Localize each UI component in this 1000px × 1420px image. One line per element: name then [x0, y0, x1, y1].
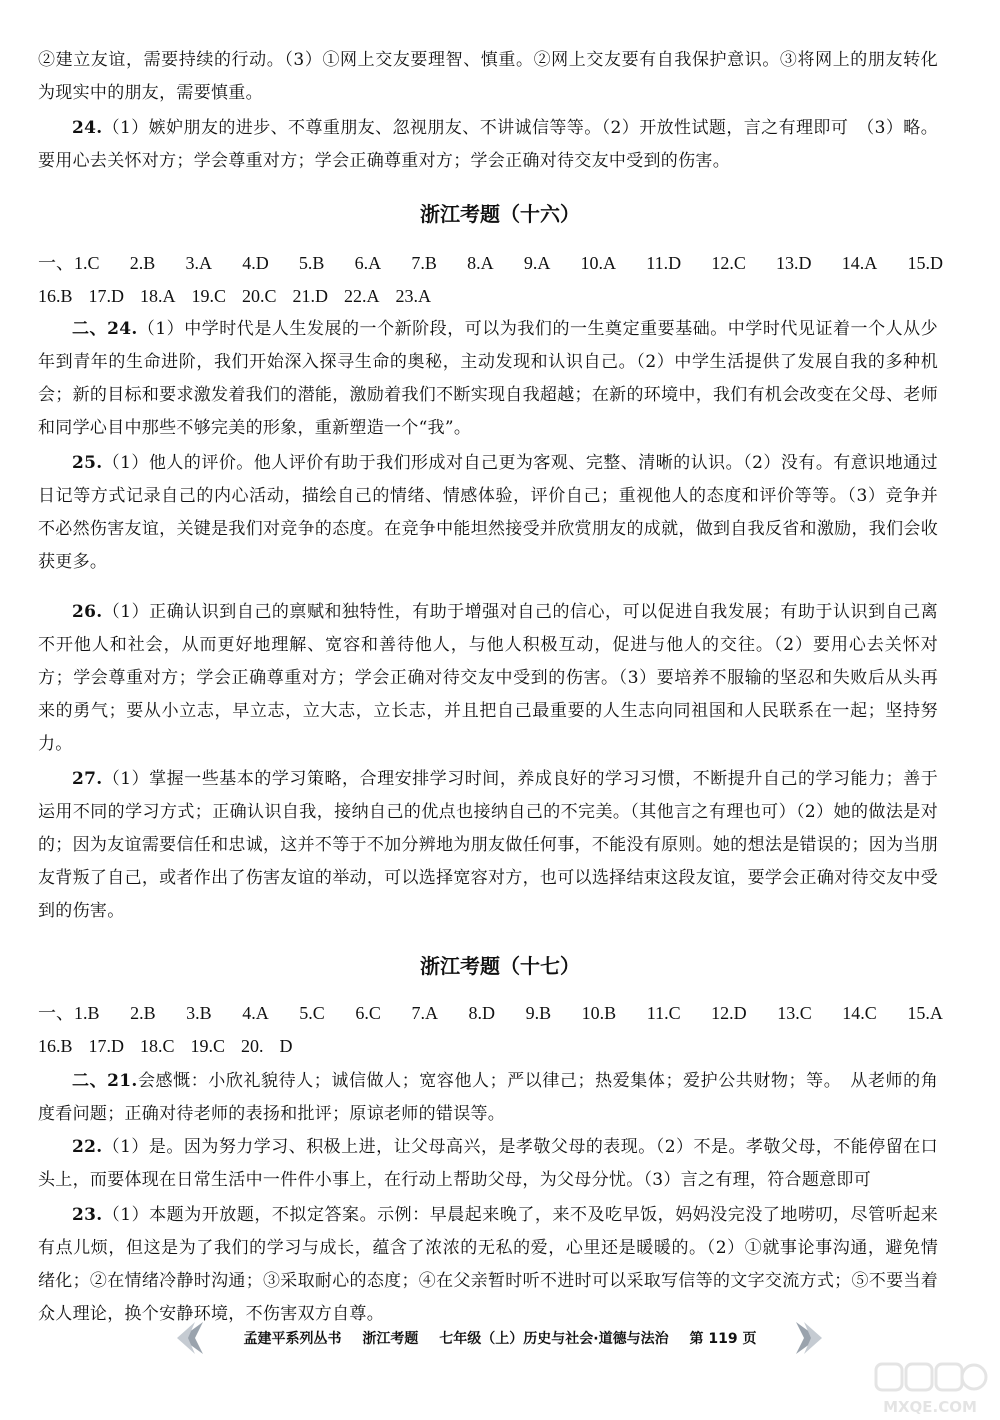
question-number: 24. — [72, 118, 103, 138]
choice-answer: 19.C — [190, 1036, 226, 1056]
answer-row — [38, 1030, 943, 1063]
choice-answer: 7.A — [411, 1003, 438, 1023]
choice-answer: 4.A — [242, 1003, 269, 1023]
choice-answer: 16.B — [38, 1036, 73, 1056]
page-number: 第 119 页 — [689, 1331, 757, 1347]
answer-text: （1）嫉妒朋友的进步、不尊重朋友、忽视朋友、不讲诚信等等。（2）开放性试题，言之有理即可 （3）略。要用心去关怀对方；学会尊重对方；学会正确尊重对方；学会正确对待交友中受到的伤害。 — [38, 118, 938, 171]
choice-answer: 20. — [241, 1036, 264, 1056]
choice-answer: 20.C — [242, 286, 277, 306]
answer-row — [38, 247, 943, 280]
choice-answer: 6.C — [355, 1003, 381, 1023]
choice-answer: 11.D — [646, 253, 682, 273]
choice-answer: 一、1.C — [38, 253, 100, 273]
choice-answer: 11.C — [646, 1003, 681, 1023]
question-number: 26. — [72, 602, 103, 622]
choice-answer: 14.C — [842, 1003, 877, 1023]
choice-answer: 10.A — [580, 253, 617, 273]
section-title-17: 浙江考题（十七） — [420, 954, 580, 978]
answer-row — [38, 280, 943, 313]
choice-answer: 13.C — [777, 1003, 812, 1023]
choice-answer: 12.D — [711, 1003, 747, 1023]
question-number: 27. — [72, 769, 103, 789]
question-number: 二、24. — [72, 319, 138, 339]
choice-answers-16 — [38, 247, 943, 313]
choice-answer: 16.B — [38, 286, 73, 306]
choice-answer: 13.D — [776, 253, 812, 273]
choice-answer: 7.B — [411, 253, 437, 273]
choice-answer: 19.C — [191, 286, 227, 306]
choice-answer: 21.D — [292, 286, 329, 306]
answer-paragraph-17-22 — [38, 1131, 938, 1197]
choice-answer: 18.A — [140, 286, 176, 306]
choice-answer: D — [279, 1036, 293, 1056]
page-footer — [0, 1320, 1000, 1360]
question-number: 25. — [72, 453, 103, 473]
choice-answer: 8.D — [468, 1003, 496, 1023]
choice-answer: 22.A — [344, 286, 380, 306]
answer-paragraph-17-23 — [38, 1199, 938, 1331]
answer-text: （1）正确认识到自己的禀赋和独特性，有助于增强对自己的信心，可以促进自我发展；有助于认识到自己离不开他人和社会，从而更好地理解、宽容和善待他人，与他人积极互动，促进与他人的交往。（2）要用心去关怀对方；学会尊重对方；学会正确尊重对方；学会正确对待交友中受到的伤害。（3）要培养不服输的坚忍和失败后从头再来的勇气；要从小立志，早立志，立大志，立长志，并且把自己最重要的人生志向同祖国和人民联系在一起；坚持努力。 — [38, 602, 938, 754]
choice-answer: 2.B — [129, 253, 156, 273]
answer-text: （1）掌握一些基本的学习策略，合理安排学习时间，养成良好的学习习惯，不断提升自己的学习能力；善于运用不同的学习方式；正确认识自我，接纳自己的优点也接纳自己的不完美。（其他言之有理也可）（2）她的做法是对的；因为友谊需要信任和忠诚，这并不等于不加分辨地为朋友做任何事，不能没有原则。她的想法是错误的；因为当朋友背叛了自己，或者作出了伤害友谊的举动，可以选择宽容对方，也可以选择结束这段友谊，要学会正确对待交友中受到的伤害。 — [38, 769, 938, 921]
book-name: 浙江考题 — [362, 1331, 419, 1347]
choice-answer: 5.B — [298, 253, 325, 273]
choice-answer: 3.A — [185, 253, 212, 273]
choice-answer: 3.B — [186, 1003, 212, 1023]
choice-answer: 4.D — [242, 253, 269, 273]
choice-answer: 8.A — [467, 253, 494, 273]
choice-answer: 23.A — [395, 286, 432, 306]
choice-answer: 2.B — [130, 1003, 156, 1023]
choice-answer: 17.D — [88, 286, 125, 306]
answer-paragraph-16-25 — [38, 447, 938, 579]
choice-answer: 5.C — [299, 1003, 325, 1023]
choice-answer: 6.A — [354, 253, 382, 273]
question-number: 22. — [72, 1137, 103, 1157]
choice-answer: 10.B — [581, 1003, 617, 1023]
answer-text: 会感慨：小欣礼貌待人；诚信做人；宽容他人；严以律己；热爱集体；爱护公共财物；等。 从老师的角度看问题；正确对待老师的表扬和批评；原谅老师的错误等。 — [38, 1071, 938, 1124]
watermark-text: MXQE.COM — [883, 1398, 977, 1416]
answer-text: （1）本题为开放题，不拟定答案。示例：早晨起来晚了，来不及吃早饭，妈妈没完没了地唠叨，尽管听起来有点儿烦，但这是为了我们的学习与成长，蕴含了浓浓的无私的爱，心里还是暖暖的。（2）①就事论事沟通，避免情绪化；②在情绪冷静时沟通；③采取耐心的态度；④在父亲暂时听不进时可以采取写信等的文字交流方式；⑤不要当着众人理论，换个安静环境，不伤害双方自尊。 — [38, 1205, 938, 1324]
choice-answer: 9.B — [525, 1003, 552, 1023]
answer-paragraph-24 — [38, 112, 938, 178]
answer-paragraph-16-26 — [38, 596, 938, 761]
question-number: 二、21. — [72, 1071, 138, 1091]
series-name: 孟建平系列丛书 — [243, 1331, 342, 1347]
choice-answer: 15.A — [907, 1003, 943, 1023]
answer-text: （1）他人的评价。他人评价有助于我们形成对自己更为客观、完整、清晰的认识。（2）没有。有意识地通过日记等方式记录自己的内心活动，描绘自己的情绪、情感体验，评价自己；重视他人的态度和评价等等。（3）竞争并不必然伤害友谊，关键是我们对竞争的态度。在竞争中能坦然接受并欣赏朋友的成就，做到自我反省和激励，我们会收获更多。 — [38, 453, 938, 572]
footer-text — [0, 1328, 1000, 1348]
choice-answer: 15.D — [907, 253, 943, 273]
watermark — [870, 1360, 990, 1416]
right-arrow-icon — [790, 1320, 824, 1356]
answer-paragraph-16-27 — [38, 763, 938, 928]
choice-answer: 一、1.B — [38, 1003, 100, 1023]
answer-paragraph-16-24 — [38, 313, 938, 445]
grade-subject: 七年级（上）历史与社会·道德与法治 — [439, 1331, 669, 1347]
section-title-16: 浙江考题（十六） — [420, 202, 580, 226]
watermark-logo-icon — [870, 1360, 990, 1396]
choice-answer: 17.D — [88, 1036, 125, 1056]
answer-row — [38, 997, 943, 1030]
choice-answer: 12.C — [711, 253, 746, 273]
choice-answers-17 — [38, 997, 943, 1063]
answer-text: （1）是。因为努力学习、积极上进，让父母高兴，是孝敬父母的表现。（2）不是。孝敬父母，不能停留在口头上，而要体现在日常生活中一件件小事上，在行动上帮助父母，为父母分忧。（3）言之有理，符合题意即可 — [38, 1137, 938, 1190]
answer-text: （1）中学时代是人生发展的一个新阶段，可以为我们的一生奠定重要基础。中学时代见证着一个人从少年到青年的生命进阶，我们开始深入探寻生命的奥秘，主动发现和认识自己。（2）中学生活提供了发展自我的多种机会；新的目标和要求激发着我们的潜能，激励着我们不断实现自我超越；在新的环境中，我们有机会改变在父母、老师和同学心目中那些不够完美的形象，重新塑造一个“我”。 — [38, 319, 938, 438]
answer-paragraph-23-tail: ②建立友谊，需要持续的行动。（3）①网上交友要理智、慎重。②网上交友要有自我保护意识。③将网上的朋友转化为现实中的朋友，需要慎重。 — [38, 50, 938, 103]
answer-paragraph-17-21 — [38, 1065, 938, 1131]
choice-answer: 18.C — [140, 1036, 175, 1056]
choice-answer: 14.A — [841, 253, 878, 273]
choice-answer: 9.A — [523, 253, 551, 273]
question-number: 23. — [72, 1205, 103, 1225]
